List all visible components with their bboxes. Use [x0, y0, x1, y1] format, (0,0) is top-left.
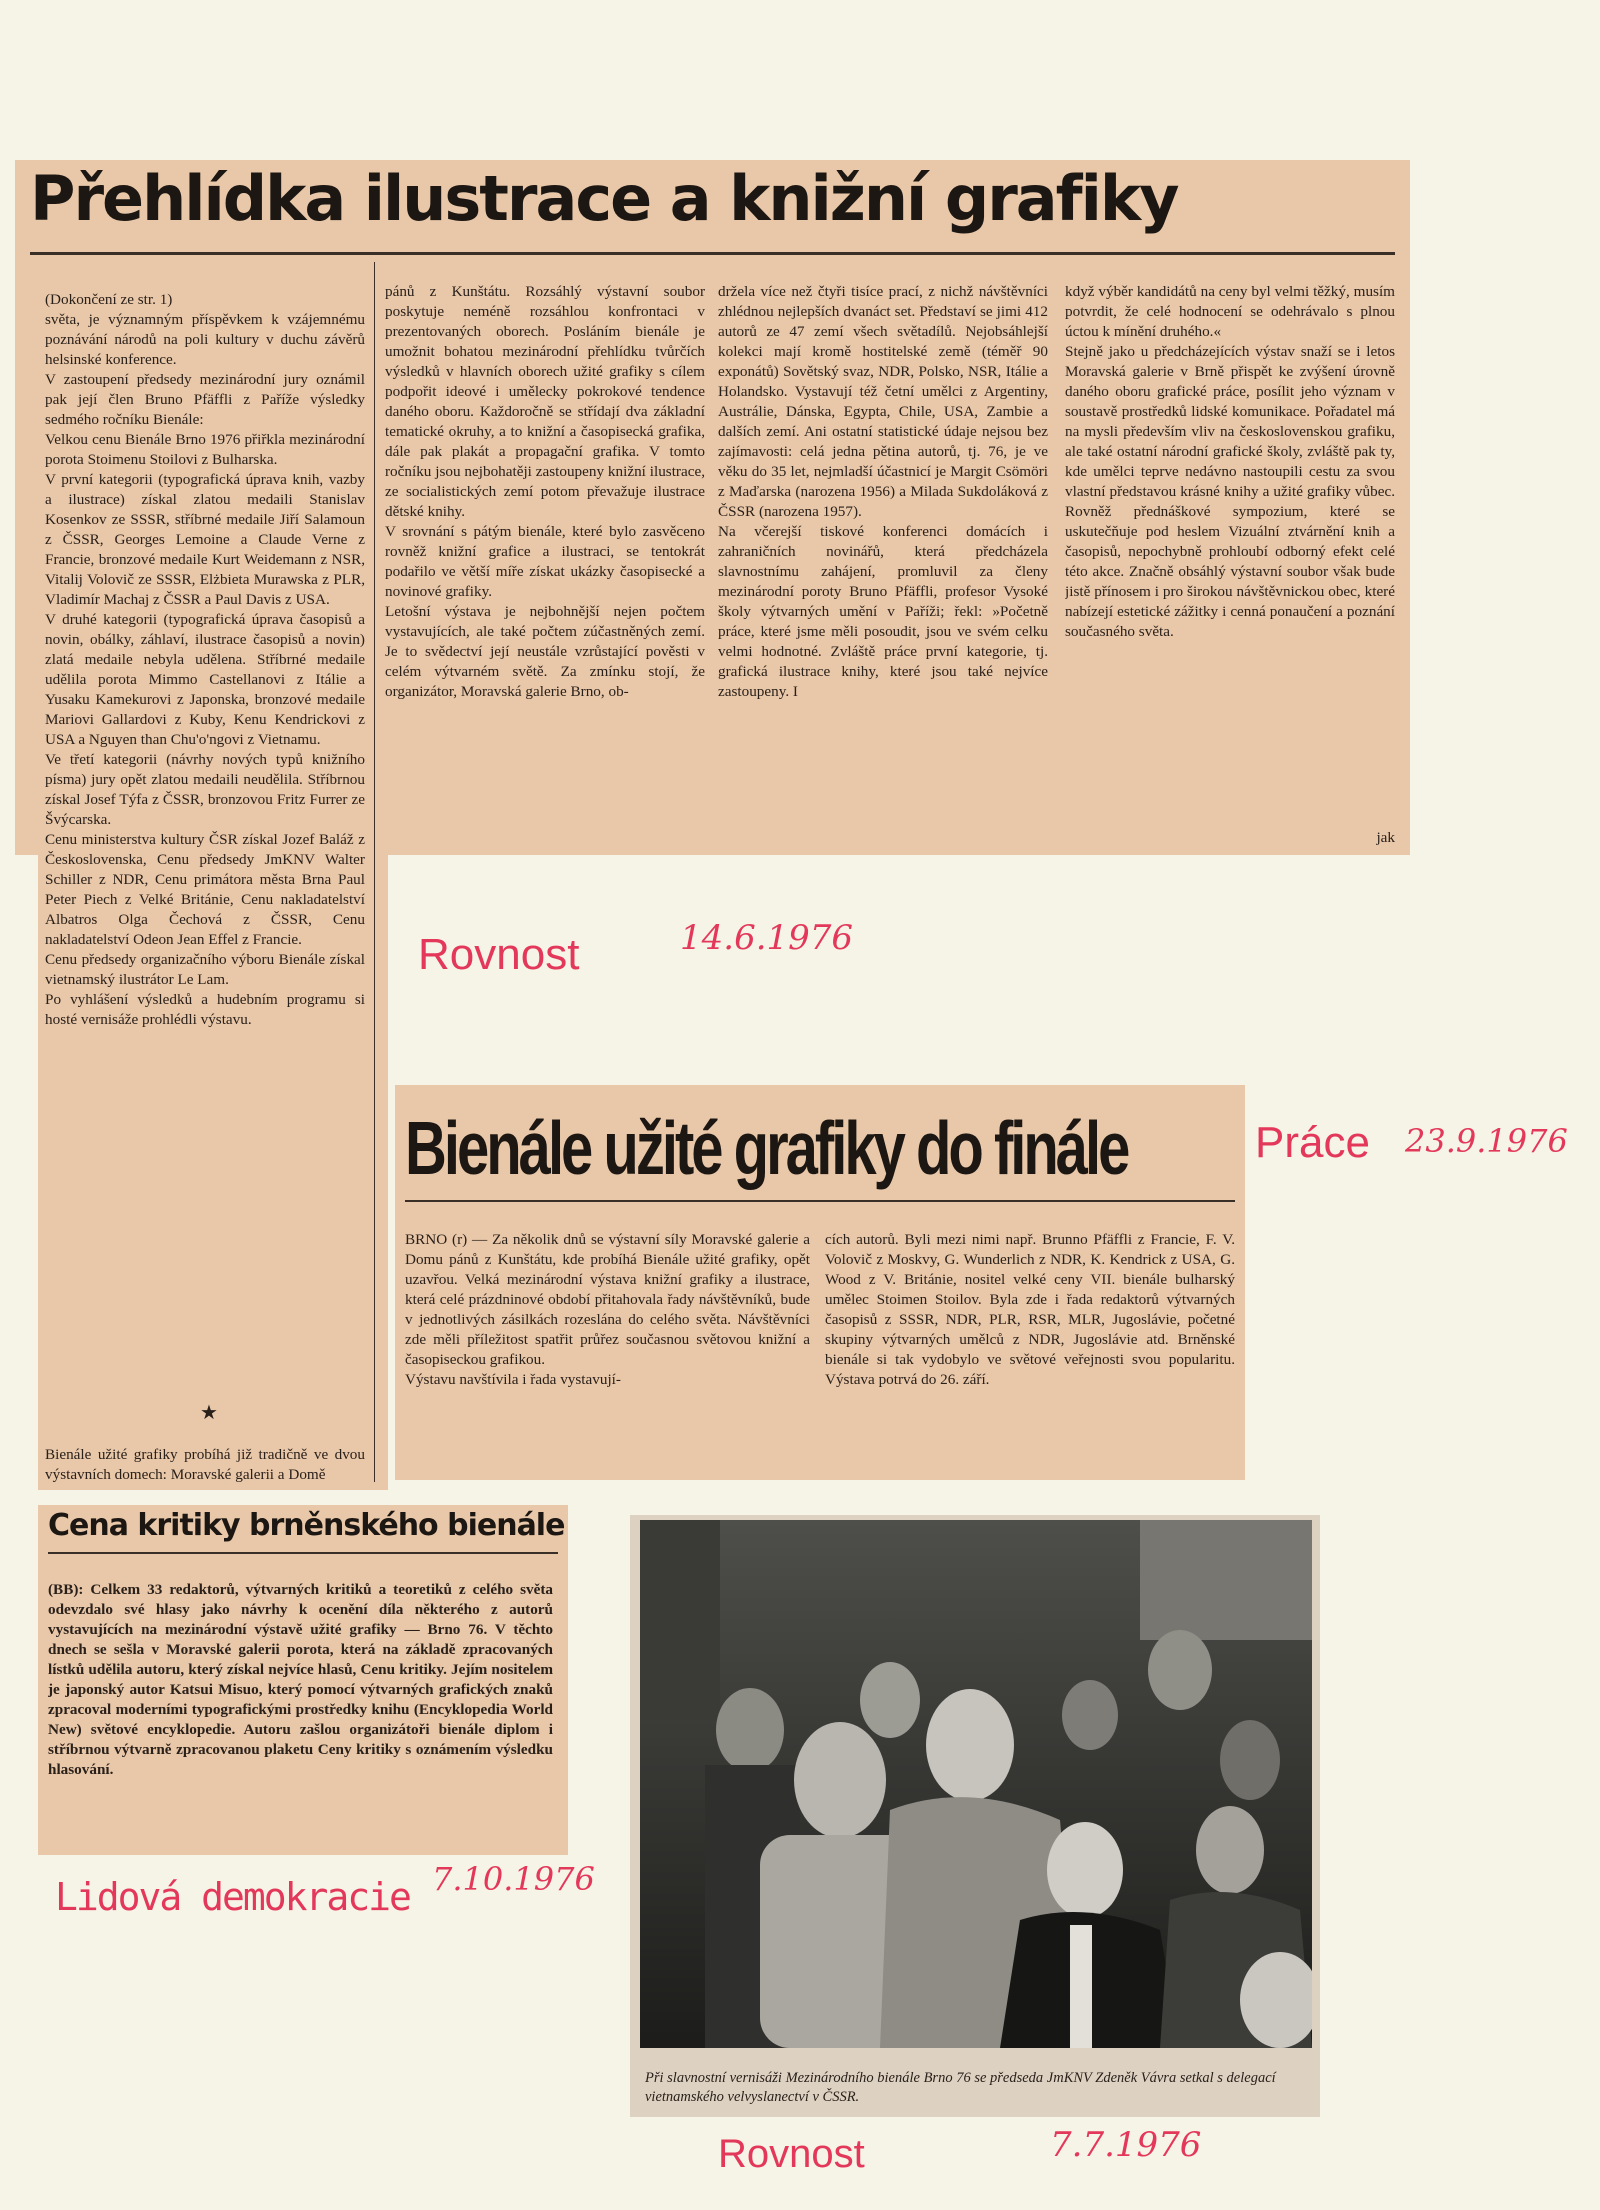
article-headline-prehlidka: Přehlídka ilustrace a knižní grafiky — [30, 162, 1178, 235]
stamp-newspaper-lidova-demokracie: Lidová demokracie — [55, 1875, 410, 1919]
article2-column-1: BRNO (r) — Za několik dnů se výstavní síly Moravské galerie a Domu pánů z Kunštátu, kde probíhá Bienále užité grafiky, opět uzavřou. Velká mezinárodní výstava knižní grafiky a ilustrace, která celé prázdninové období přitahovala řady návštěvníků, bude v jednotlivých zásilkách rozeslána do celého světa. Návštěvníci zde měli příležitost spatřit průřez současnou světovou knižní a časopiseckou grafikou. Výstavu navštívila i řada vystavují- — [405, 1231, 810, 1388]
handwritten-date-4: 7.7.1976 — [1050, 2125, 1202, 2165]
stamp-newspaper-rovnost-1: Rovnost — [418, 930, 580, 979]
article-column-2: pánů z Kunštátu. Rozsáhlý výstavní soubor poskytuje neméně rozsáhlou konfrontaci v prezentovaných oborech. Posláním bienále je umožnit bohatou mezinárodní přehlídku tvůrčích výsledků v hlavních oborech užité grafiky s cílem podpořit ideové i umělecky pokrokové tendence daného oboru. Každoročně se střídají dva základní tematické okruhy, a to knižní a časopisecká grafika, dále pak plakát a propagační grafika. V tomto ročníku jsou nejbohatěji zastoupeny knižní ilustrace, ze socialistických zemí potom převažuje ilustrace dětské knihy. V srovnání s pátým bienále, které bylo zasvěceno rovněž knižní grafice a ilustraci, se tentokrát podařilo ve větší míře získat ukázky časopisecké a novinové grafiky. Letošní výstava je nejbohnější nejen počtem vystavujících, ale také počtem zúčastněných zemí. Je to svědectví její neustále vzrůstající pověsti v celém výtvarném světě. Za zmínku stojí, že organizátor, Moravská galerie Brno, ob- — [385, 283, 705, 700]
headline-rule-3 — [48, 1552, 558, 1554]
article-headline-bienale-finale: Bienále užité grafiky do finále — [405, 1106, 1128, 1191]
handwritten-date-2: 23.9.1976 — [1405, 1122, 1568, 1160]
stamp-newspaper-prace: Práce — [1255, 1118, 1370, 1167]
headline-rule-2 — [405, 1200, 1235, 1202]
column-divider — [374, 262, 375, 1482]
photo-caption: Při slavnostní vernisáži Mezinárodního bienále Brno 76 se předseda JmKNV Zdeněk Vávra setkal s delegací vietnamského velvyslanectví v ČSSR. — [645, 2070, 1276, 2105]
article-column-4: když výběr kandidátů na ceny byl velmi těžký, musím potvrdit, že celé hodnocení se odehrávalo s plnou úctou k mínění druhého.« Stejně jako u předcházejících výstav snaží se i letos Moravská galerie v Brně přispět ke zvýšení úrovně daného oboru grafické práce, posílit jeho význam v soustavě prostředků lidské komunikace. Pořadatel má na mysli především vliv na československou grafiku, ale také ostatní národní grafické školy, zvláště pak ty, kde umělci teprve nedávno nastoupili cestu za svou vlastní představou krásné knihy a užité grafiky vůbec. Rovněž přednáškové sympozium, které se uskutečňuje pod heslem Vizuální ztvárnění knih a časopisů, nepochybně prohloubí odborný efekt celé této akce. Značně obsáhlý výstavní soubor však bude jistě přínosem i pro širokou návštěvnickou obec, které nabízejí estetické zážitky i cenná ponaučení a poznání současného světa. — [1065, 283, 1395, 640]
article-column-1-tail: Bienále užité grafiky probíhá již tradičně ve dvou výstavních domech: Moravské galerii a Domě — [45, 1446, 365, 1483]
article3-body: (BB): Celkem 33 redaktorů, výtvarných kritiků a teoretiků z celého světa odevzdalo své hlasy jako návrhy k ocenění díla některého z autorů vystavujících na mezinárodní výstavě užité grafiky — Brno 76. V těchto dnech se sešla v Moravské galerii porota, která na základě zpracovaných lístků udělila autoru, který získal nejvíce hlasů, Cenu kritiky. Jejím nositelem je japonský autor Katsui Misuo, který pomocí výtvarných grafických znaků zpracoval moderními typografickými prostředky knihu (Encyklopedia World New) světové encyklopedie. Autoru zašlou organizátoři bienále diplom i stříbrnou výtvarně zpracovanou plaketu Ceny kritiky s oznámením výsledku hlasování. — [48, 1581, 553, 1778]
article-headline-cena-kritiky: Cena kritiky brněnského bienále — [48, 1508, 565, 1543]
stamp-newspaper-rovnost-2: Rovnost — [718, 2132, 865, 2176]
article-column-1: (Dokončení ze str. 1) světa, je významným příspěvkem k vzájemnému poznávání národů na poli kultury v duchu závěrů helsinské konference. V zastoupení předsedy mezinárodní jury oznámil pak její člen Bruno Pfäffli z Paříže výsledky sedmého ročníku Bienále: Velkou cenu Bienále Brno 1976 přiřkla mezinárodní porota Stoimenu Stoilovi z Bulharska. V první kategorii (typografická úprava knih, vazby a ilustrace) získal zlatou medaili Stanislav Kosenkov ze SSSR, stříbrné medaile Jiří Salamoun z ČSSR, Georges Lemoine a Claude Verne z Francie, bronzové medaile Kurt Weidemann z NSR, Vitalij Volovič ze SSSR, Elżbieta Murawska z PLR, Vladimír Machaj z ČSSR a Paul Davis z USA. V druhé kategorii (typografická úprava časopisů a novin, obálky, záhlaví, ilustrace časopisů a novin) zlatá medaile nebyla udělena. Stříbrné medaile udělila porota Mimmo Castellanovi z Itálie a Yusaku Kamekurovi z Japonska, bronzové medaile Mariovi Gallardovi z Kuby, Kenu Kendrickovi z USA a Nguyen than Chu'o'ngovi z Vietnamu. Ve třetí kategorii (návrhy nových typů knižního písma) jury opět zlatou medaili neudělila. Stříbrnou získal Josef Týfa z ČSSR, bronzovou Fritz Furrer ze Švýcarska. Cenu ministerstva kultury ČSR získal Jozef Baláž z Československa, Cenu předsedy JmKNV Walter Schiller z NDR, Cenu primátora města Brna Paul Peter Piech z Velké Británie, Cenu nakladatelství Albatros Olga Čechová z ČSSR, Cenu nakladatelství Odeon Jean Effel z Francie. Cenu předsedy organizačního výboru Bienále získal vietnamský ilustrátor Le Lam. Po vyhlášení výsledků a hudebním programu si hosté vernisáže prohlédli výstavu. — [45, 291, 365, 1028]
handwritten-date-3: 7.10.1976 — [432, 1860, 595, 1898]
handwritten-date-1: 14.6.1976 — [680, 918, 854, 958]
headline-rule — [30, 252, 1395, 255]
section-star: ★ — [200, 1400, 218, 1424]
article-column-3: držela více než čtyři tisíce prací, z nichž návštěvníci zhlédnou nejlepších dvanáct set. Představí se jimi 412 autorů ze 47 zemí všech světadílů. Nejobsáhlejší kolekci mají kromě hostitelské země (téměř 90 exponátů) Sovětský svaz, NDR, Polsko, NSR, Itálie a Holandsko. Vystavují též četní umělci z Argentiny, Austrálie, Dánska, Egypta, Chile, USA, Zambie a dalších zemí. Ani ostatní statistické údaje nejsou bez zajímavosti: celá jedna pětina autorů, tj. 76, je ve věku do 35 let, nejmladší účastnicí je Margit Csömöri z Maďarska (narozena 1956) a Milada Sukdoláková z ČSSR (narozena 1957). Na včerejší tiskové konferenci domácích i zahraničních novinářů, která předcházela slavnostnímu zahájení, promluvil za členy mezinárodní poroty Bruno Pfäffli, profesor Vysoké školy výtvarných umění v Paříži; řekl: »Početně práce, které jsme měli posoudit, jsou ve svém celku velmi hodnotné. Zvláště práce první kategorie, tj. grafická ilustrace knihy, které jsou také nejvíce zastoupeny. I — [718, 283, 1048, 700]
event-photograph — [640, 1520, 1312, 2048]
photo-vernissage-crowd — [640, 1520, 1312, 2048]
article2-column-2: cích autorů. Byli mezi nimi např. Brunno Pfäffli z Francie, F. V. Volovič z Moskvy, G. Wunderlich z NDR, K. Kendrick z USA, G. Wood z V. Británie, nositel velké ceny VII. bienále bulharský umělec Stoimen Stoilov. Byla zde i řada redaktorů výtvarných časopisů z SSSR, NDR, PLR, RSR, MLR, Jugoslávie, početné skupiny výtvarných umělců z NDR, Jugoslávie atd. Brněnské bienále si tak vydobylo ve světové veřejnosti svou popularitu. Výstava potrvá do 26. září. — [825, 1231, 1235, 1388]
article-signature: jak — [1376, 829, 1395, 846]
